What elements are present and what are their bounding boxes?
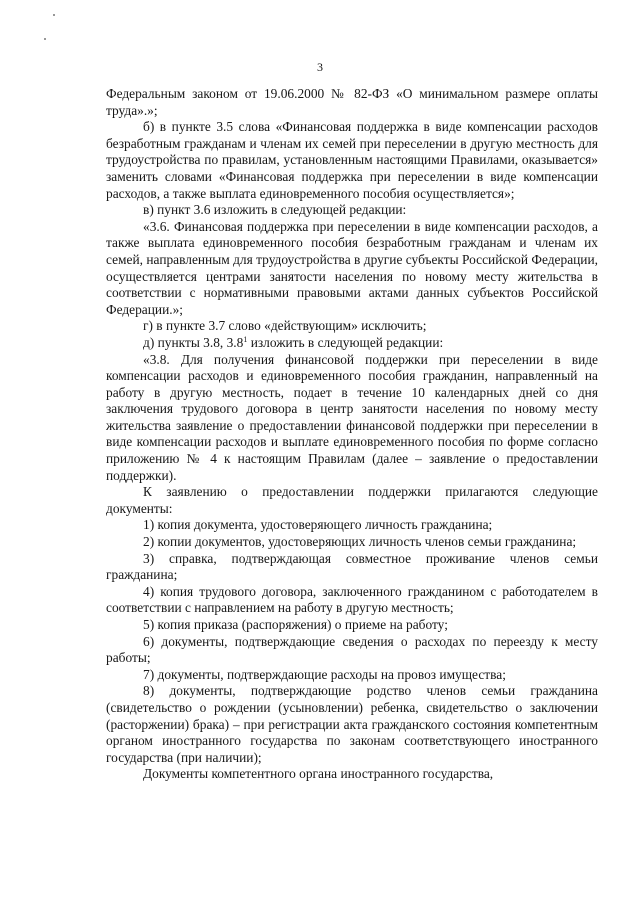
paragraph: К заявлению о предоставлении поддержки прилагаются следующие документы: xyxy=(106,484,598,516)
paragraph: в) пункт 3.6 изложить в следующей редакции: xyxy=(143,202,407,218)
paragraph: Документы компетентного органа иностранного государства, xyxy=(143,766,494,782)
paragraph: 3) справка, подтверждающая совместное проживание членов семьи гражданина; xyxy=(106,550,598,583)
paragraph: 7) документы, подтверждающие расходы на провоз имущества; xyxy=(143,666,506,682)
paragraph: «3.8. Для получения финансовой поддержки при переселении в виде компенсации расходов и единовременного пособия гражданин, направленный на работу в другую местность, подает в течение 10 календарных дней со дня заключения трудового договора в центр занятости населения по новому месту жительства заявление о предоставлении финансовой поддержки при переселении в виде компенсации расходов и выплате единовременного пособия по форме согласно приложению № 4 к настоящим Правилам (далее – заявление о предоставлении поддержки). xyxy=(106,351,598,483)
paragraph: «3.6. Финансовая поддержка при переселении в виде компенсации расходов, а также выплата единовременного пособия безработным гражданам и членам их семей, направленным для трудоустройства в другие субъекты Российской Федерации, осуществляется центрами занятости населения по новому месту жительства в соответствии с нормативными правовыми актами данных субъектов Российской Федерации.»; xyxy=(106,218,598,317)
document-body xyxy=(106,86,598,783)
scan-speck xyxy=(44,38,46,40)
paragraph: б) в пункте 3.5 слова «Финансовая поддержка в виде компенсации расходов безработным гражданам и членам их семей при переселении в другую местность для трудоустройства по правилам, установленным настоящими Правилами, оказывается» заменить словами «Финансовая поддержка при переселении в виде компенсации расходов, а также выплата единовременного пособия осуществляется»; xyxy=(106,119,598,201)
paragraph: г) в пункте 3.7 слово «действующим» исключить; xyxy=(143,318,427,334)
paragraph: 6) документы, подтверждающие сведения о расходах по переезду к месту работы; xyxy=(106,633,598,666)
paragraph: 1) копия документа, удостоверяющего личность гражданина; xyxy=(143,517,493,533)
paragraph: 4) копия трудового договора, заключенного гражданином с работодателем в соответствии с направлением на работу в другую местность; xyxy=(106,583,598,616)
paragraph: д) пункты 3.8, $3.8^1$ изложить в следующей редакции: xyxy=(143,334,444,350)
paragraph: 5) копия приказа (распоряжения) о приеме на работу; xyxy=(143,617,448,632)
paragraph: 8) документы, подтверждающие родство членов семьи гражданина (свидетельство о рождении (усыновлении) ребенка, свидетельство о заключении (расторжении) брака) – при регистрации акта гражданского состояния компетентным органом иностранного государства по законам соответствующего иностранного государства (при наличии); xyxy=(106,683,598,765)
scan-speck xyxy=(53,14,55,16)
paragraph: 2) копии документов, удостоверяющих личность членов семьи гражданина; xyxy=(143,534,577,550)
superscript: 1 xyxy=(243,334,248,344)
paragraph: Федеральным законом от 19.06.2000 № 82-ФЗ «О минимальном размере оплаты труда».»; xyxy=(106,86,598,118)
page-number: 3 xyxy=(317,60,323,74)
